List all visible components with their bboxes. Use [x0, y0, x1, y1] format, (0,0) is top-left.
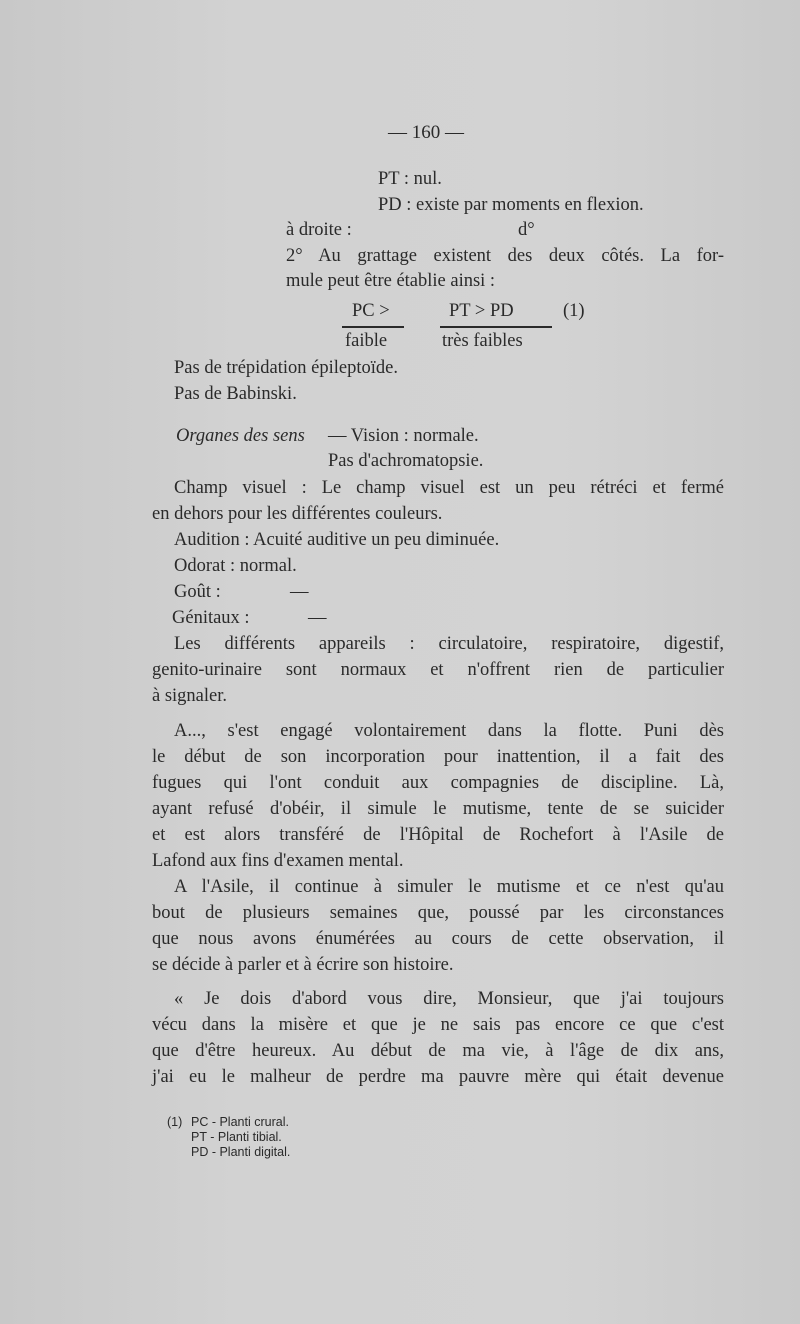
asile-line-3: que nous avons énumérées au cours de cette observation, il — [152, 929, 724, 949]
asile-line-4: se décide à parler et à écrire son histoire. — [152, 955, 454, 975]
appareils-line-3: à signaler. — [152, 686, 228, 706]
footnote-pt: PT - Planti tibial. — [191, 1130, 282, 1144]
engage-line-6: Lafond aux fins d'examen mental. — [152, 851, 404, 871]
quote-line-4: j'ai eu le malheur de perdre ma pauvre mère qui était devenue — [152, 1067, 724, 1087]
droite-value: d° — [518, 220, 535, 240]
footnote-ref: (1) — [167, 1115, 183, 1129]
organes-sens-label: Organes des sens — [176, 426, 305, 446]
formula-pc: PC > — [352, 301, 390, 321]
engage-line-3: fugues qui l'ont conduit aux compagnies de discipline. Là, — [152, 773, 724, 793]
trepidation-line: Pas de trépidation épileptoïde. — [174, 358, 398, 378]
asile-line-1: A l'Asile, il continue à simuler le mutisme et ce n'est qu'au — [174, 877, 724, 897]
babinski-line: Pas de Babinski. — [174, 384, 297, 404]
asile-line-2: bout de plusieurs semaines que, poussé par les circonstances — [152, 903, 724, 923]
engage-line-5: et est alors transféré de l'Hôpital de Rochefort à l'Asile de — [152, 825, 724, 845]
vision-line: — Vision : normale. — [328, 426, 479, 446]
quote-line-3: que d'être heureux. Au début de ma vie, à l'âge de dix ans, — [152, 1041, 724, 1061]
formula-pt-pd: PT > PD — [449, 301, 514, 321]
quote-line-1: « Je dois d'abord vous dire, Monsieur, que j'ai toujours — [174, 989, 724, 1009]
formula-rule-pc — [342, 326, 404, 328]
formula-rule-pt-pd — [440, 326, 552, 328]
genitaux-label: Génitaux : — [172, 608, 250, 628]
appareils-line-2: genito-urinaire sont normaux et n'offrent rien de particulier — [152, 660, 724, 680]
grattage-line-2: mule peut être établie ainsi : — [286, 271, 496, 291]
gout-label: Goût : — [174, 582, 221, 602]
champ-line-1: Champ visuel : Le champ visuel est un peu rétréci et fermé — [174, 478, 724, 498]
odorat-line: Odorat : normal. — [174, 556, 297, 576]
page-number: — 160 — — [388, 122, 464, 143]
engage-line-1: A..., s'est engagé volontairement dans la flotte. Puni dès — [174, 721, 724, 741]
appareils-line-1: Les différents appareils : circulatoire, respiratoire, digestif, — [174, 634, 724, 654]
champ-line-2: en dehors pour les différentes couleurs. — [152, 504, 443, 524]
droite-label: à droite : — [286, 220, 352, 240]
formula-note-ref: (1) — [563, 301, 585, 321]
engage-line-2: le début de son incorporation pour inattention, il a fait des — [152, 747, 724, 767]
gout-value: — — [290, 582, 309, 602]
genitaux-value: — — [308, 608, 327, 628]
quote-line-2: vécu dans la misère et que je ne sais pas encore ce que c'est — [152, 1015, 724, 1035]
formula-under-pt-pd: très faibles — [442, 331, 523, 351]
formula-under-pc: faible — [345, 331, 388, 351]
pd-line: PD : existe par moments en flexion. — [378, 195, 644, 215]
grattage-line-1: 2° Au grattage existent des deux côtés. La for- — [286, 246, 724, 266]
audition-line: Audition : Acuité auditive un peu diminuée. — [174, 530, 500, 550]
footnote-pd: PD - Planti digital. — [191, 1145, 291, 1159]
pt-line: PT : nul. — [378, 169, 442, 189]
footnote-pc: PC - Planti crural. — [191, 1115, 289, 1129]
engage-line-4: ayant refusé d'obéir, il simule le mutisme, tente de se suicider — [152, 799, 724, 819]
achromatopsie-line: Pas d'achromatopsie. — [328, 451, 484, 471]
